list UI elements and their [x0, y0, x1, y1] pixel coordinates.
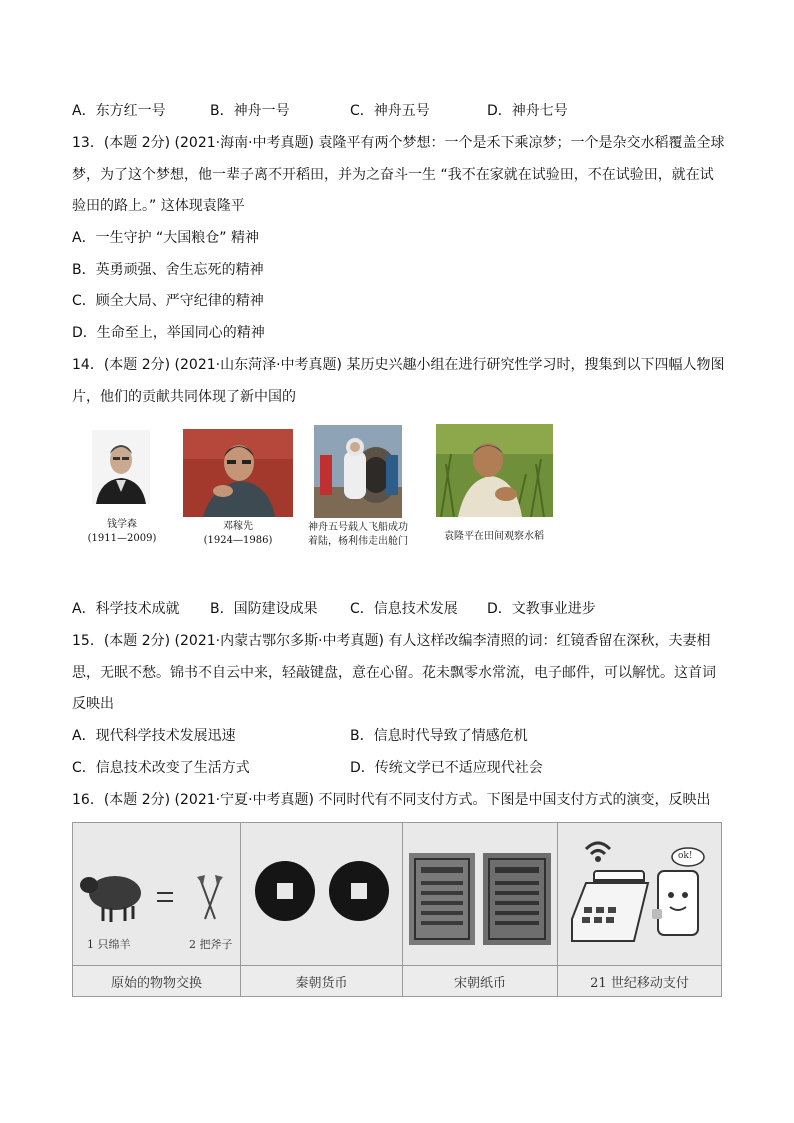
- q12-option-a: A．东方红一号: [72, 103, 166, 119]
- label-two-axes: 2 把斧子: [189, 938, 233, 951]
- q14-option-d: D．文教事业进步: [487, 601, 596, 617]
- q13-option-d: D．生命至上，举国同心的精神: [72, 325, 265, 341]
- q14-stem-line-2: 片，他们的贡献共同体现了新中国的: [72, 389, 296, 405]
- payment-evolution-figure: [72, 822, 722, 997]
- q13-stem-line-3: 验田的路上。” 这体现袁隆平: [72, 198, 245, 214]
- caption-qian-years: (1911—2009): [87, 533, 157, 544]
- q15-option-d: D．传统文学已不适应现代社会: [350, 760, 543, 776]
- q13-option-a: A．一生守护 “大国粮仓” 精神: [72, 230, 259, 246]
- panel-song-paper-money: [403, 823, 558, 996]
- portrait-qian-xuesen: [92, 430, 150, 504]
- q13-option-c: C．顾全大局、严守纪律的精神: [72, 293, 264, 309]
- q13-stem-line-1: 13．(本题 2分) (2021·海南·中考真题) 袁隆平有两个梦想：一个是禾下乘凉梦；一个是杂交水稻覆盖全球: [72, 135, 725, 151]
- mobile-payment-illustration: [558, 823, 721, 963]
- jiaozi-notes-illustration: [403, 823, 558, 963]
- panel-qin-coins: [241, 823, 403, 996]
- q14-option-b: B．国防建设成果: [210, 601, 318, 617]
- label-one-sheep: 1 只绵羊: [87, 938, 131, 951]
- portrait-deng-jiaxian: [183, 429, 293, 517]
- panel-song-paper-money-label: 宋朝纸币: [403, 965, 557, 996]
- q15-stem-line-3: 反映出: [72, 696, 114, 712]
- q15-stem-line-2: 思，无眠不愁。锦书不自云中来，轻敲键盘，意在心留。花未飘零水常流，电子邮件，可以解忧。这首词: [72, 665, 716, 681]
- q12-option-b: B．神舟一号: [210, 103, 290, 119]
- panel-barter: [73, 823, 241, 996]
- q15-option-b: B．信息时代导致了情感危机: [350, 728, 528, 744]
- ban-liang-coins-illustration: [241, 823, 403, 963]
- panel-qin-coins-label: 秦朝货币: [241, 965, 402, 996]
- q12-option-c: C．神舟五号: [350, 103, 430, 119]
- panel-mobile-payment: [558, 823, 721, 996]
- caption-yuan-longping: 袁隆平在田间观察水稻: [444, 531, 544, 542]
- caption-deng-years: (1924—1986): [203, 535, 273, 546]
- q15-option-c: C．信息技术改变了生活方式: [72, 760, 250, 776]
- q14-stem-line-1: 14．(本题 2分) (2021·山东菏泽·中考真题) 某历史兴趣小组在进行研究性学习时，搜集到以下四幅人物图: [72, 357, 725, 373]
- q12-option-d: D．神舟七号: [487, 103, 568, 119]
- caption-shenzhou-line-1: 神舟五号载人飞船成功: [308, 522, 408, 533]
- q13-option-b: B．英勇顽强、舍生忘死的精神: [72, 262, 264, 278]
- q13-stem-line-2: 梦，为了这个梦想，他一辈子离不开稻田，并为之奋斗一生 “我不在家就在试验田，不在试验田，就在试: [72, 167, 714, 183]
- q16-stem: 16．(本题 2分) (2021·宁夏·中考真题) 不同时代有不同支付方式。下图是中国支付方式的演变，反映出: [72, 792, 711, 808]
- q15-option-a: A．现代科学技术发展迅速: [72, 728, 236, 744]
- panel-mobile-payment-label: 21 世纪移动支付: [558, 965, 721, 996]
- photo-yuan-longping-field: [436, 424, 553, 517]
- panel-barter-label: 原始的物物交换: [73, 965, 240, 996]
- photo-shenzhou-5-landing: [314, 425, 402, 518]
- q15-stem-line-1: 15．(本题 2分) (2021·内蒙古鄂尔多斯·中考真题) 有人这样改编李清照的词：红镜香留在深秋，夫妻相: [72, 633, 711, 649]
- q14-option-c: C．信息技术发展: [350, 601, 458, 617]
- caption-shenzhou-line-2: 着陆，杨利伟走出舱门: [308, 536, 408, 547]
- q14-option-a: A．科学技术成就: [72, 601, 180, 617]
- caption-qian-name: 钱学森: [107, 519, 137, 530]
- ok-speech-bubble: ok!: [678, 851, 693, 861]
- caption-deng-name: 邓稼先: [223, 521, 253, 532]
